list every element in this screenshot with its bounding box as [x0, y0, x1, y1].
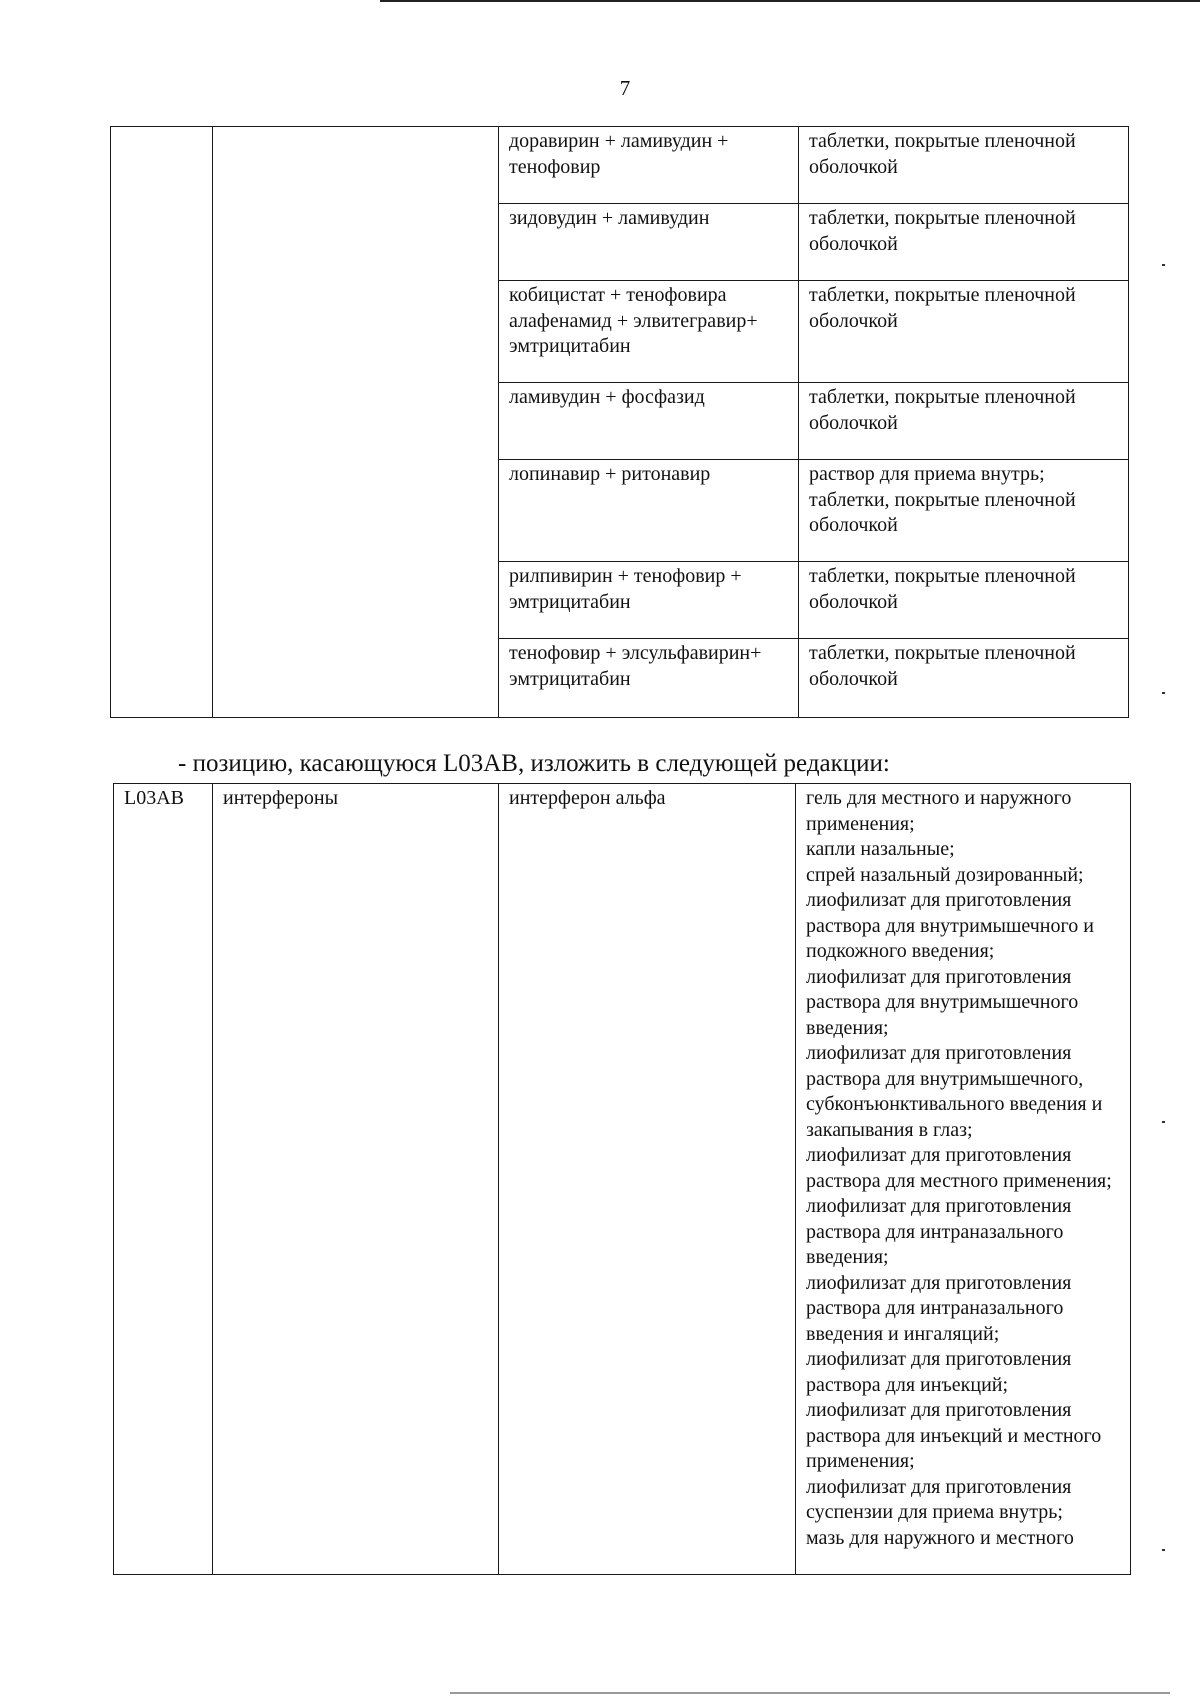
drug-name-cell: ламивудин + фосфазид [499, 383, 799, 460]
dosage-forms-cell [799, 127, 1129, 204]
dosage-form: лиофилизат для приготовления раствора для внутримышечного, субконъюнктивального введения и закапывания в глаз; [806, 1042, 1103, 1141]
scan-speck [1162, 1549, 1165, 1551]
drug-name-cell: интерферон альфа [499, 784, 796, 1575]
drug-name-cell: лопинавир + ритонавир [499, 460, 799, 562]
drug-name-cell: доравирин + ламивудин + тенофовир [499, 127, 799, 204]
drug-name-cell: рилпивирин + тенофовир + эмтрицитабин [499, 562, 799, 639]
dosage-form: таблетки, покрытые пленочной оболочкой [809, 386, 1076, 434]
dosage-form: лиофилизат для приготовления раствора для внутримышечного и подкожного введения; [806, 889, 1094, 962]
dosage-form: таблетки, покрытые пленочной оболочкой [809, 488, 1076, 536]
dosage-forms-cell [799, 460, 1129, 562]
atc-code-cell [111, 127, 213, 718]
scan-edge-bottom [450, 1692, 1170, 1694]
amendment-instruction: - позицию, касающуюся L03AB, изложить в следующей редакции: [178, 750, 890, 777]
dosage-form: таблетки, покрытые пленочной оболочкой [809, 130, 1076, 178]
page-number: 7 [619, 76, 631, 100]
dosage-forms-cell [796, 784, 1131, 1575]
drug-table-l03ab [113, 783, 1131, 1575]
group-cell: интерфероны [213, 784, 499, 1575]
drug-name-cell: тенофовир + элсульфавирин+ эмтрицитабин [499, 639, 799, 718]
dosage-forms-cell [799, 562, 1129, 639]
table-row [114, 784, 1131, 1575]
drug-table-continued [110, 126, 1129, 718]
dosage-forms-cell [799, 204, 1129, 281]
dosage-form: лиофилизат для приготовления суспензии для приема внутрь; [806, 1475, 1072, 1523]
drug-name-cell: зидовудин + ламивудин [499, 204, 799, 281]
dosage-form: лиофилизат для приготовления раствора для инъекций; [806, 1348, 1072, 1396]
scan-speck [1162, 1121, 1165, 1123]
scan-edge-top [380, 0, 1200, 2]
drug-name-cell: кобицистат + тенофовира алафенамид + элвитегравир+ эмтрицитабин [499, 281, 799, 383]
dosage-form: лиофилизат для приготовления раствора для инъекций и местного применения; [806, 1399, 1102, 1472]
dosage-form: мазь для наружного и местного [806, 1526, 1074, 1549]
dosage-form: лиофилизат для приготовления раствора для интраназального введения и ингаляций; [806, 1271, 1072, 1345]
dosage-form: таблетки, покрытые пленочной оболочкой [809, 284, 1076, 332]
table-row [111, 127, 1129, 204]
scan-speck [1162, 692, 1165, 694]
atc-code-cell: L03AB [114, 784, 213, 1575]
dosage-forms-cell [799, 639, 1129, 718]
dosage-form: лиофилизат для приготовления раствора для внутримышечного введения; [806, 965, 1079, 1039]
group-cell [213, 127, 499, 718]
dosage-form: таблетки, покрытые пленочной оболочкой [809, 642, 1076, 690]
dosage-form: лиофилизат для приготовления раствора для интраназального введения; [806, 1195, 1072, 1268]
dosage-forms-cell [799, 281, 1129, 383]
dosage-form: раствор для приема внутрь; [809, 463, 1045, 485]
dosage-form: таблетки, покрытые пленочной оболочкой [809, 565, 1076, 613]
dosage-forms-cell [799, 383, 1129, 460]
dosage-form: гель для местного и наружного применения; [806, 787, 1072, 835]
dosage-form: таблетки, покрытые пленочной оболочкой [809, 207, 1076, 255]
dosage-form: лиофилизат для приготовления раствора для местного применения; [806, 1144, 1112, 1192]
scan-speck [1162, 264, 1165, 266]
dosage-form: спрей назальный дозированный; [806, 863, 1084, 886]
dosage-form: капли назальные; [806, 838, 955, 860]
